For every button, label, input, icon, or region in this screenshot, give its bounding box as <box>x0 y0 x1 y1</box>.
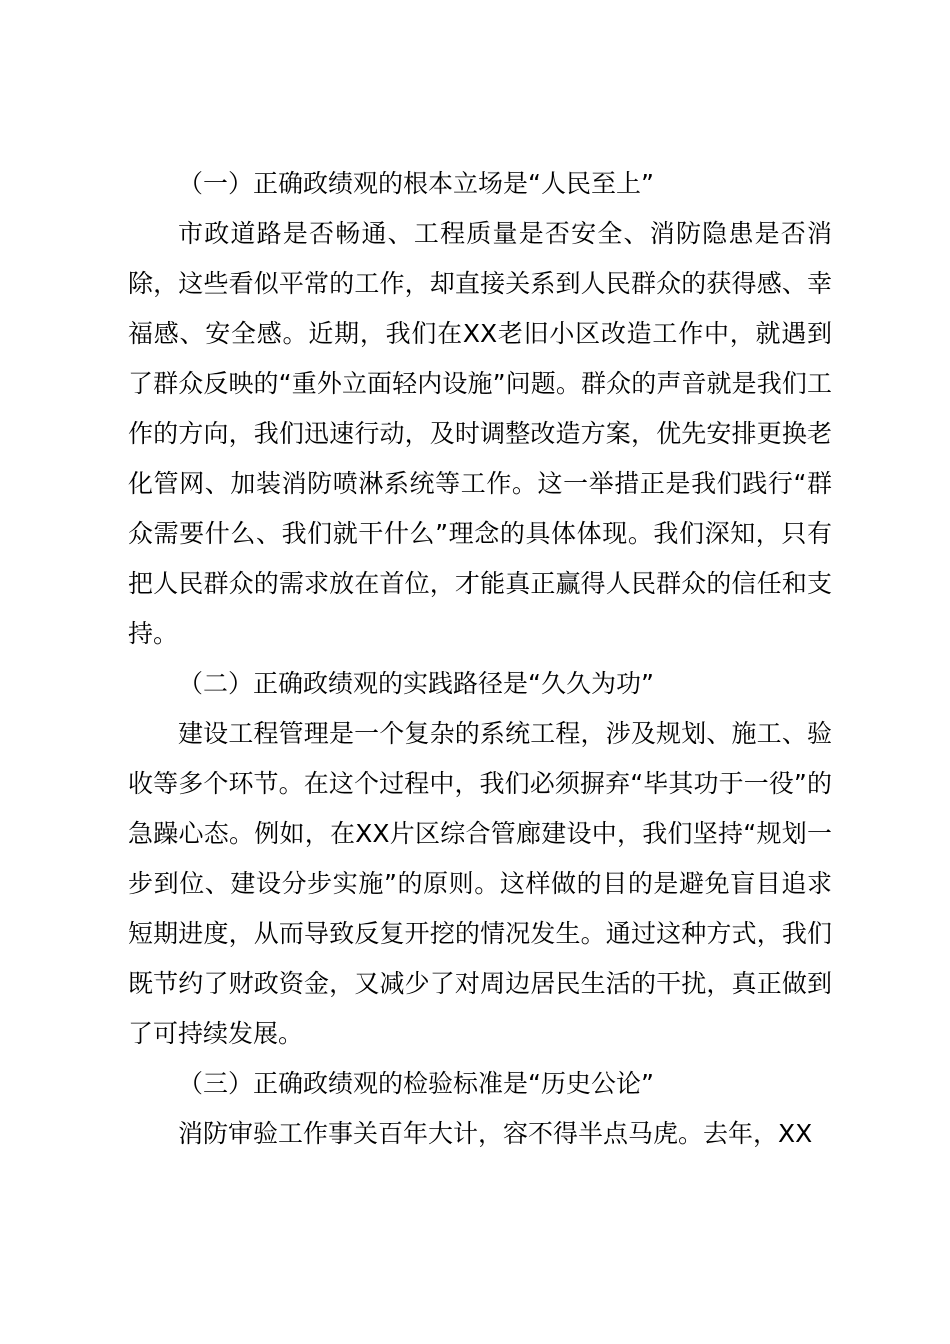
section-heading-3: （三）正确政绩观的检验标准是“历史公论” <box>178 1069 654 1098</box>
document-body <box>128 159 832 1159</box>
section-heading-2: （二）正确政绩观的实践路径是“久久为功” <box>178 669 654 698</box>
section-heading-1: （一）正确政绩观的根本立场是“人民至上” <box>178 169 654 198</box>
section-paragraph-1: 市政道路是否畅通、工程质量是否安全、消防隐患是否消除，这些看似平常的工作，却直接关系到人民群众的获得感、幸福感、安全感。近期，我们在XX老旧小区改造工作中，就遇到了群众反映的“重外立面轻内设施”问题。群众的声音就是我们工作的方向，我们迅速行动，及时调整改造方案，优先安排更换老化管网、加装消防喷淋系统等工作。这一举措正是我们践行“群众需要什么、我们就干什么”理念的具体体现。我们深知，只有把人民群众的需求放在首位，才能真正赢得人民群众的信任和支持。 <box>128 219 832 648</box>
section-paragraph-2: 建设工程管理是一个复杂的系统工程，涉及规划、施工、验收等多个环节。在这个过程中，我们必须摒弃“毕其功于一役”的急躁心态。例如，在XX片区综合管廊建设中，我们坚持“规划一步到位、建设分步实施”的原则。这样做的目的是避免盲目追求短期进度，从而导致反复开挖的情况发生。通过这种方式，我们既节约了财政资金，又减少了对周边居民生活的干扰，真正做到了可持续发展。 <box>128 719 832 1048</box>
section-paragraph-3: 消防审验工作事关百年大计，容不得半点马虎。去年，XX <box>178 1119 813 1148</box>
